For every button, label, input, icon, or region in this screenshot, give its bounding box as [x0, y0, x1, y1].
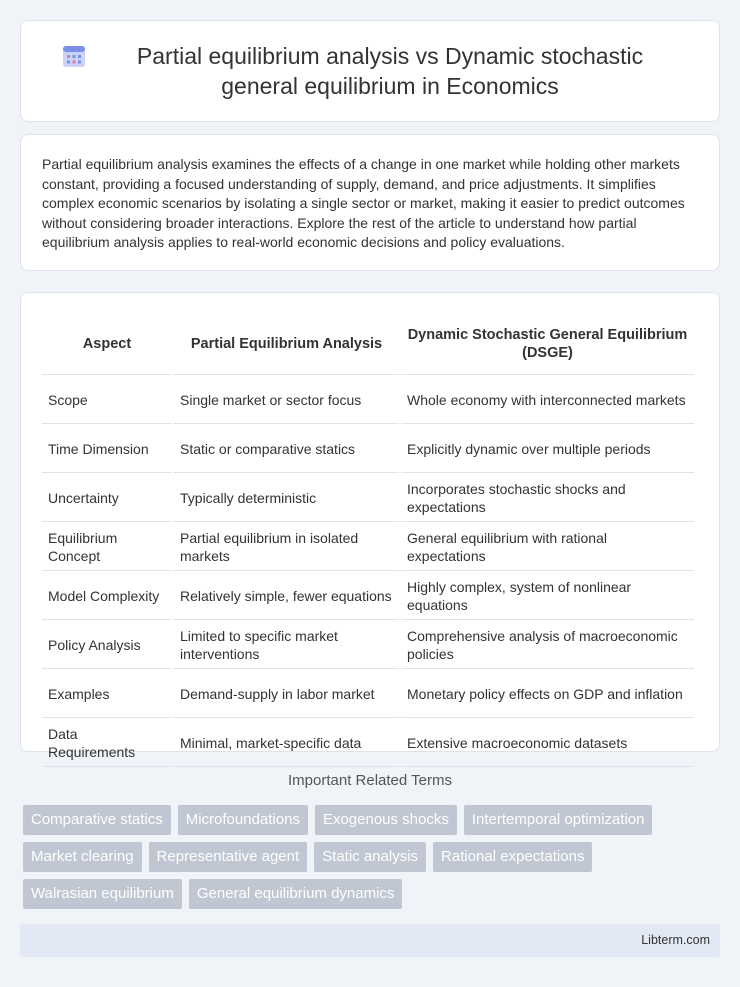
table-header-row — [42, 313, 694, 375]
row-aspect: Data Requirements — [42, 720, 172, 767]
row-aspect: Equilibrium Concept — [42, 524, 172, 571]
table-row — [42, 524, 694, 571]
row-dsge: Highly complex, system of nonlinear equations — [401, 573, 694, 620]
table-row — [42, 475, 694, 522]
page-title: Partial equilibrium analysis vs Dynamic stochastic general equilibrium in Economics — [136, 43, 644, 99]
tag-intertemporal-optimization[interactable]: Intertemporal optimization — [464, 805, 653, 835]
row-aspect: Model Complexity — [42, 573, 172, 620]
row-aspect: Time Dimension — [42, 426, 172, 473]
related-terms-title: Important Related Terms — [288, 772, 452, 789]
row-dsge: Incorporates stochastic shocks and expectations — [401, 475, 694, 522]
row-aspect: Examples — [42, 671, 172, 718]
row-partial: Relatively simple, fewer equations — [174, 573, 399, 620]
row-dsge: General equilibrium with rational expectations — [401, 524, 694, 571]
row-dsge: Monetary policy effects on GDP and inflation — [401, 671, 694, 718]
calendar-icon — [61, 43, 87, 69]
footer-site-link[interactable]: Libterm.com — [641, 933, 710, 947]
row-partial: Typically deterministic — [174, 475, 399, 522]
table-row — [42, 426, 694, 473]
table-row — [42, 671, 694, 718]
row-aspect: Scope — [42, 377, 172, 424]
tag-rational-expectations[interactable]: Rational expectations — [433, 842, 592, 872]
row-dsge: Comprehensive analysis of macroeconomic policies — [401, 622, 694, 669]
tag-representative-agent[interactable]: Representative agent — [149, 842, 308, 872]
tag-microfoundations[interactable]: Microfoundations — [178, 805, 308, 835]
comparison-table — [40, 311, 696, 769]
intro-paragraph: Partial equilibrium analysis examines the effects of a change in one market while holding other markets constant, providing a focused understanding of supply, demand, and price adjustments. It simplifies complex economic scenarios by isolating a single sector or market, making it easier to predict outcomes without considering broader interactions. Explore the rest of the article to understand how partial equilibrium analysis applies to real-world economic decisions and policy evaluations. — [42, 156, 685, 251]
row-aspect: Uncertainty — [42, 475, 172, 522]
footer — [20, 924, 720, 957]
header-dsge: Dynamic Stochastic General Equilibrium (DSGE) — [401, 313, 694, 375]
title-card — [20, 20, 720, 122]
table-row — [42, 573, 694, 620]
row-partial: Single market or sector focus — [174, 377, 399, 424]
row-dsge: Whole economy with interconnected markets — [401, 377, 694, 424]
table-row — [42, 377, 694, 424]
tag-market-clearing[interactable]: Market clearing — [23, 842, 142, 872]
header-partial-equilibrium: Partial Equilibrium Analysis — [174, 313, 399, 375]
related-terms-tags — [23, 805, 713, 909]
row-partial: Minimal, market-specific data — [174, 720, 399, 767]
tag-general-equilibrium-dynamics[interactable]: General equilibrium dynamics — [189, 879, 403, 909]
intro-card — [20, 134, 720, 271]
tag-comparative-statics[interactable]: Comparative statics — [23, 805, 171, 835]
tag-static-analysis[interactable]: Static analysis — [314, 842, 426, 872]
table-row — [42, 720, 694, 767]
row-partial: Limited to specific market interventions — [174, 622, 399, 669]
tag-exogenous-shocks[interactable]: Exogenous shocks — [315, 805, 457, 835]
table-row — [42, 622, 694, 669]
row-partial: Demand-supply in labor market — [174, 671, 399, 718]
header-aspect: Aspect — [42, 313, 172, 375]
tag-walrasian-equilibrium[interactable]: Walrasian equilibrium — [23, 879, 182, 909]
row-aspect: Policy Analysis — [42, 622, 172, 669]
comparison-table-card — [20, 292, 720, 760]
row-partial: Static or comparative statics — [174, 426, 399, 473]
row-dsge: Explicitly dynamic over multiple periods — [401, 426, 694, 473]
row-partial: Partial equilibrium in isolated markets — [174, 524, 399, 571]
row-dsge: Extensive macroeconomic datasets — [401, 720, 694, 767]
